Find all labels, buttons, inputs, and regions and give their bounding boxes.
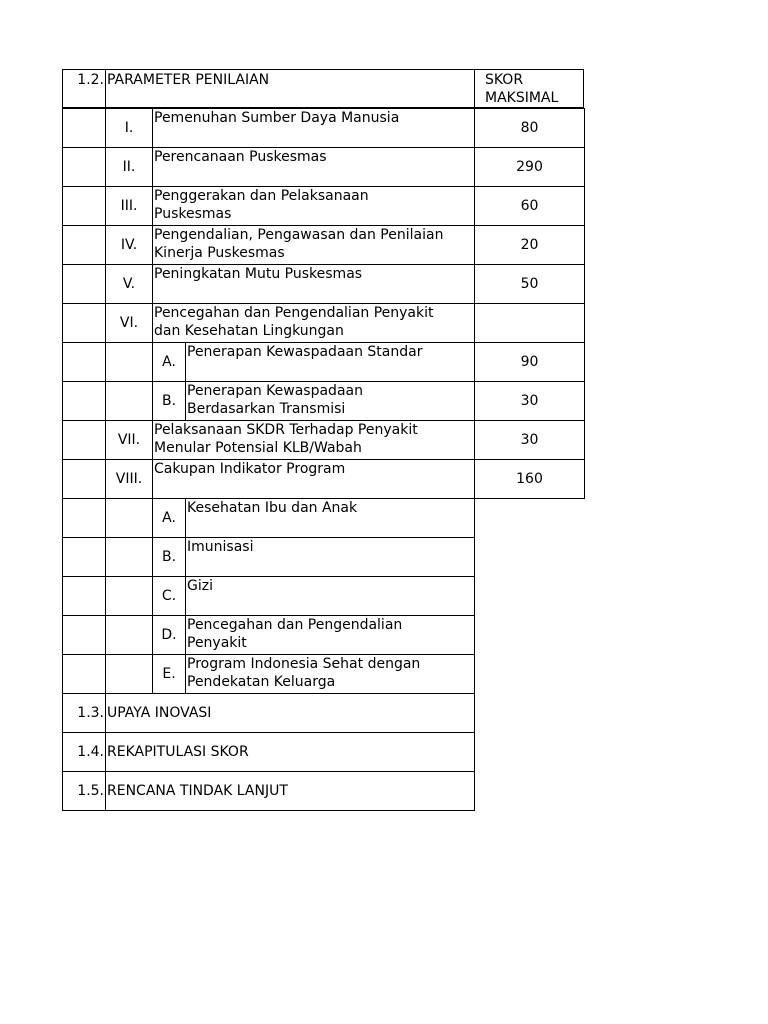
sub-text-line1: Penerapan Kewaspadaan: [187, 383, 363, 399]
roman-numeral: VIII.: [115, 471, 143, 487]
item-text-line1: Pencegahan dan Pengendalian Penyakit: [154, 305, 434, 321]
header-number: 1.2.: [77, 72, 104, 88]
empty-roman-cell: [105, 576, 153, 616]
roman-cell: [105, 264, 153, 304]
empty-number-cell: [62, 303, 106, 343]
score-cell: [474, 381, 585, 421]
empty-number-cell: [62, 615, 106, 655]
sub-text-cell: [185, 537, 475, 577]
sub-letter: B.: [161, 549, 177, 565]
sub-text-line1: Imunisasi: [187, 539, 254, 555]
empty-number-cell: [62, 147, 106, 187]
sub-text-line2: Berdasarkan Transmisi: [187, 401, 346, 417]
empty-number-cell: [62, 459, 106, 499]
section-title: UPAYA INOVASI: [107, 705, 212, 721]
score-value: 80: [520, 120, 539, 136]
section-number-cell: [62, 732, 106, 772]
empty-roman-cell: [105, 615, 153, 655]
item-text-line1: Peningkatan Mutu Puskesmas: [154, 266, 363, 282]
section-number: 1.3.: [77, 705, 104, 721]
sub-text-line2: Pendekatan Keluarga: [187, 674, 336, 690]
score-value: 90: [520, 354, 539, 370]
item-text-line1: Pemenuhan Sumber Daya Manusia: [154, 110, 400, 126]
roman-cell: [105, 186, 153, 226]
score-cell: [474, 459, 585, 499]
item-text-cell: [152, 147, 475, 187]
empty-number-cell: [62, 654, 106, 694]
score-value: 50: [520, 276, 539, 292]
sub-letter: C.: [161, 588, 177, 604]
header-number-cell: [62, 69, 106, 108]
roman-cell: [105, 225, 153, 265]
item-text-line1: Pengendalian, Pengawasan dan Penilaian: [154, 227, 444, 243]
score-value: 290: [516, 159, 543, 175]
roman-cell: [105, 147, 153, 187]
score-cell: [474, 420, 585, 460]
item-text-line2: Kinerja Puskesmas: [154, 245, 285, 261]
score-cell: [474, 147, 585, 187]
empty-number-cell: [62, 264, 106, 304]
header-skor-line1: SKOR: [485, 72, 524, 88]
letter-cell: [152, 342, 186, 382]
section-number-cell: [62, 693, 106, 733]
section-number-cell: [62, 771, 106, 811]
letter-cell: [152, 537, 186, 577]
section-title: RENCANA TINDAK LANJUT: [107, 783, 288, 799]
empty-number-cell: [62, 498, 106, 538]
sub-text-cell: [185, 342, 475, 382]
empty-number-cell: [62, 537, 106, 577]
score-cell: [474, 342, 585, 382]
sub-text-line2: Penyakit: [187, 635, 247, 651]
score-value: 160: [516, 471, 543, 487]
score-value: 20: [520, 237, 539, 253]
roman-numeral: IV.: [120, 237, 138, 253]
roman-numeral: V.: [122, 276, 136, 292]
roman-numeral: III.: [120, 198, 138, 214]
empty-roman-cell: [105, 654, 153, 694]
letter-cell: [152, 381, 186, 421]
sub-letter: E.: [162, 666, 176, 682]
letter-cell: [152, 654, 186, 694]
roman-cell: [105, 108, 153, 148]
roman-cell: [105, 420, 153, 460]
sub-text-cell: [185, 654, 475, 694]
empty-roman-cell: [105, 381, 153, 421]
sub-text-line1: Gizi: [187, 578, 213, 594]
letter-cell: [152, 615, 186, 655]
sub-text-cell: [185, 381, 475, 421]
roman-numeral: VII.: [117, 432, 141, 448]
empty-number-cell: [62, 576, 106, 616]
item-text-cell: [152, 459, 475, 499]
section-title-cell: [105, 732, 475, 772]
roman-numeral: VI.: [119, 315, 139, 331]
item-text-line1: Pelaksanaan SKDR Terhadap Penyakit: [154, 422, 418, 438]
section-number: 1.5.: [77, 783, 104, 799]
item-text-line2: Puskesmas: [154, 206, 232, 222]
item-text-cell: [152, 108, 475, 148]
section-title: REKAPITULASI SKOR: [107, 744, 249, 760]
score-cell: [474, 186, 585, 226]
score-value: 60: [520, 198, 539, 214]
sub-text-cell: [185, 498, 475, 538]
empty-number-cell: [62, 225, 106, 265]
section-number: 1.4.: [77, 744, 104, 760]
item-text-line2: dan Kesehatan Lingkungan: [154, 323, 344, 339]
roman-cell: [105, 459, 153, 499]
section-title-cell: [105, 693, 475, 733]
sub-text-cell: [185, 615, 475, 655]
roman-numeral: II.: [122, 159, 136, 175]
item-text-line2: Menular Potensial KLB/Wabah: [154, 440, 362, 456]
sub-letter: D.: [161, 627, 177, 643]
roman-numeral: I.: [124, 120, 134, 136]
item-text-cell: [152, 420, 475, 460]
empty-number-cell: [62, 420, 106, 460]
item-text-line1: Cakupan Indikator Program: [154, 461, 346, 477]
item-text-line1: Perencanaan Puskesmas: [154, 149, 327, 165]
item-text-cell: [152, 264, 475, 304]
letter-cell: [152, 576, 186, 616]
score-value: 30: [520, 432, 539, 448]
sub-letter: B.: [161, 393, 177, 409]
empty-number-cell: [62, 342, 106, 382]
item-text-cell: [152, 303, 475, 343]
sub-text-line1: Pencegahan dan Pengendalian: [187, 617, 403, 633]
score-cell: [474, 264, 585, 304]
sub-text-line1: Program Indonesia Sehat dengan: [187, 656, 421, 672]
score-cell: [474, 225, 585, 265]
item-text-cell: [152, 225, 475, 265]
letter-cell: [152, 498, 186, 538]
sub-text-line1: Penerapan Kewaspadaan Standar: [187, 344, 423, 360]
section-title-cell: [105, 771, 475, 811]
empty-number-cell: [62, 381, 106, 421]
sub-letter: A.: [162, 354, 176, 370]
header-title: PARAMETER PENILAIAN: [107, 72, 270, 88]
header-title-cell: [105, 69, 475, 108]
empty-roman-cell: [105, 537, 153, 577]
sub-text-line1: Kesehatan Ibu dan Anak: [187, 500, 358, 516]
item-text-cell: [152, 186, 475, 226]
roman-cell: [105, 303, 153, 343]
empty-roman-cell: [105, 342, 153, 382]
empty-number-cell: [62, 108, 106, 148]
sub-letter: A.: [162, 510, 176, 526]
score-cell: [474, 303, 585, 343]
score-cell: [474, 108, 585, 148]
header-skor-cell: [474, 69, 584, 108]
empty-roman-cell: [105, 498, 153, 538]
sub-text-cell: [185, 576, 475, 616]
empty-number-cell: [62, 186, 106, 226]
item-text-line1: Penggerakan dan Pelaksanaan: [154, 188, 369, 204]
score-value: 30: [520, 393, 539, 409]
header-skor-line2: MAKSIMAL: [485, 90, 559, 106]
